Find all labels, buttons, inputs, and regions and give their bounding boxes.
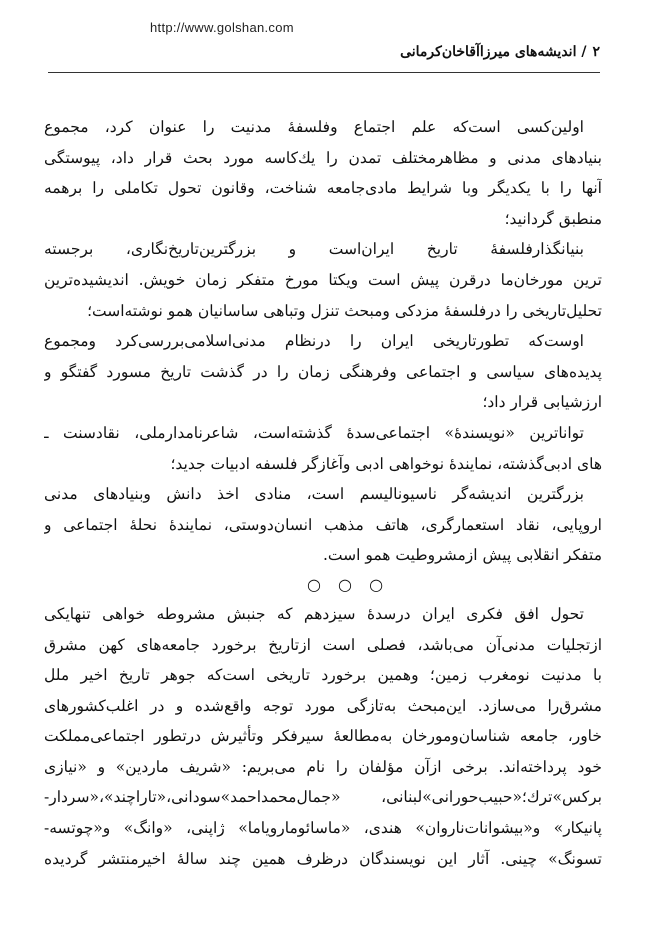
running-title: / اندیشه‌های میرزاآقاخان‌کرمانی — [400, 44, 587, 60]
running-header — [48, 44, 600, 60]
section-separator: ○ ○ ○ — [306, 574, 390, 594]
text-line: متفکر انقلابی پیش ازمشروطیت همو است. — [322, 546, 602, 565]
text-line: پانیکار» و«بیشوانات‌ناروان» هندی، «ماسائوماروياما» ژاپنی، «وانگ» و«چوتسه- — [44, 819, 602, 838]
paragraph-block-2 — [44, 599, 602, 874]
text-line: تحول افق فکری ایران درسدهٔ سیزدهم که جنبش مشروطه خواهی تنهایکی — [44, 604, 584, 623]
text-line: های ادبی‌گذشته، نمایندهٔ نوخواهی ادبی وآغازگر فلسفه ادبیات جدید؛ — [170, 454, 602, 473]
text-line: تحلیل‌تاریخی را درفلسفهٔ مزدکی ومبحث تنزل وتباهی ساسانیان همو نوشته‌است؛ — [87, 301, 602, 320]
text-line: منطبق گردانید؛ — [504, 209, 602, 228]
paragraph-block-1 — [44, 112, 602, 571]
text-line: پدیده‌های سیاسی و اجتماعی وفرهنگی زمان را در گذشت تاریخ مسورد گفتگو و — [44, 362, 602, 381]
text-line: خود پرداخته‌اند. برخی ازآن مؤلفان را نام می‌بریم: «شریف ماردین» و «نیازی‌ — [44, 757, 602, 776]
text-line: بزرگترین اندیشه‌گر ناسیونالیسم است، منادی اخذ دانش وبنیادهای مدنی — [44, 485, 584, 504]
text-line: ازتجلیات مدنی‌آن می‌باشد، فصلی است ازتاریخ برخورد جامعه‌های کهن مشرق — [44, 635, 602, 654]
text-line: اروپایی، نقاد استعمارگری، هاتف مذهب انسان‌دوستی، نمایندهٔ نحلهٔ اجتماعی و — [44, 515, 602, 534]
text-line: اوست‌که تطورتاریخی ایران را درنظام مدنی‌اسلامی‌بررسی‌کرد ومجموع — [44, 332, 584, 351]
text-line: با مدنیت نومغرب زمین؛ وهمین برخورد تاریخی است‌که جوهر تاریخ اخیر ملل — [44, 666, 602, 685]
text-line: بنیادهای مدنی و مظاهرمختلف تمدن را یك‌کاسه مورد بحث قرار داد، پیوستگی — [44, 148, 602, 167]
text-line: اولین‌کسی است‌که علم اجتماع وفلسفهٔ مدنیت را عنوان کرد، مجموع — [44, 118, 584, 136]
text-line: تواناترین «نویسندهٔ» اجتماعی‌سدهٔ گذشته‌است، شاعرنامدارملی، نقادسنت ـ — [44, 423, 584, 442]
text-line: ارزشیابی قرار داد؛ — [482, 393, 602, 412]
website-url: http://www.golshan.com — [150, 20, 294, 35]
text-line: تسونگ» چینی. آثار این نویسندگان درظرف همین چند سالهٔ اخیرمنتشر گردیده — [44, 849, 602, 868]
text-line: خاور، جامعه شناسان‌ومورخان به‌مطالعهٔ سیرفکر وتأثیرش درتطور اجتماعی‌مملکت — [44, 727, 602, 746]
text-line: ترین مورخان‌ما درقرن پیش است ویکتا مورخ متفکر زمان خویش. اندیشیده‌ترین — [44, 270, 602, 289]
text-line: بنیانگذارفلسفهٔ تاریخ ایران‌است و بزرگترین‌تاریخ‌نگاری، برجسته‌ — [44, 240, 584, 259]
text-line: برکس»ترك؛«حبیب‌حورانی»لبنانی، «جمال‌محمداحمد»سودانی،«تاراچند»،«سردار- — [44, 788, 602, 807]
page-number: ۲ — [592, 44, 600, 60]
header-rule — [48, 72, 600, 73]
text-line: مشرق‌را می‌سازد. این‌مبحث به‌تازگی مورد توجه واقع‌شده و در اغلب‌کشورهای — [44, 696, 602, 715]
text-line: آنها را با یکدیگر وبا شرایط مادی‌جامعه شناخت، وقانون تحول تکاملی را برهمه — [44, 179, 602, 198]
body-text — [44, 112, 602, 874]
